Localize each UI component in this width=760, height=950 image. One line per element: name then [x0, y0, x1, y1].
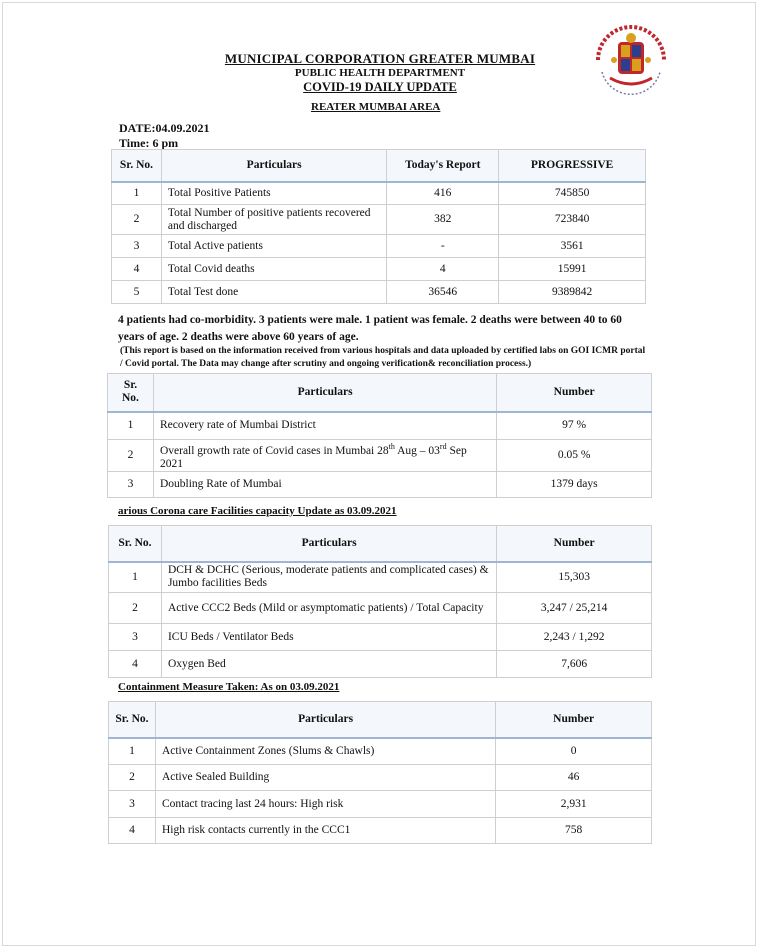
row-sr: 2: [109, 593, 162, 624]
col-header-sr: Sr. No.: [109, 526, 162, 562]
row-particular: Contact tracing last 24 hours: High risk: [155, 791, 495, 818]
col-header-sr: Sr. No.: [108, 374, 154, 412]
row-sr: 1: [109, 562, 162, 593]
row-particular: Oxygen Bed: [161, 651, 496, 678]
containment-table: [108, 701, 652, 844]
table-row: [112, 258, 646, 281]
table-row: [112, 205, 646, 235]
row-number: 7,606: [497, 651, 652, 678]
row-progressive: 15991: [499, 258, 646, 281]
row-progressive: 3561: [499, 235, 646, 258]
table-row: [112, 281, 646, 304]
row-particular: Recovery rate of Mumbai District: [153, 412, 496, 440]
row-particular: Total Covid deaths: [161, 258, 386, 281]
row-sr: 3: [112, 235, 162, 258]
table-row: [109, 624, 652, 651]
row-number: 1379 days: [497, 471, 652, 497]
row-number: 0.05 %: [497, 440, 652, 472]
data-disclaimer: (This report is based on the information received from various hospitals and data uploaded by certified labs on GOI ICMR portal / Covid portal. The Data may change after scrutiny and ongoing verification& reconciliation process.): [120, 346, 646, 369]
update-title: COVID-19 DAILY UPDATE: [303, 80, 457, 94]
dept-title: PUBLIC HEALTH DEPARTMENT: [294, 67, 466, 79]
report-time: Time: 6 pm: [119, 136, 179, 150]
col-header-sr: Sr. No.: [112, 150, 162, 182]
row-today: 4: [387, 258, 499, 281]
facilities-section-title: arious Corona care Facilities capacity Update as 03.09.2021: [118, 505, 397, 517]
row-sr: 1: [108, 412, 154, 440]
row-today: 382: [387, 205, 499, 235]
row-sr: 2: [109, 765, 156, 791]
rates-table: [107, 373, 652, 498]
growth-sup-th: th: [388, 442, 395, 451]
row-number: 758: [496, 818, 652, 844]
table-header-row: [109, 702, 652, 738]
table-row: [112, 235, 646, 258]
area-title: REATER MUMBAI AREA: [311, 101, 441, 113]
row-sr: 2: [112, 205, 162, 235]
col-header-particulars: Particulars: [153, 374, 496, 412]
row-sr: 3: [109, 624, 162, 651]
facilities-table: [108, 525, 652, 678]
row-sr: 5: [112, 281, 162, 304]
row-particular: [153, 440, 496, 472]
table-row: [109, 791, 652, 818]
row-today: -: [387, 235, 499, 258]
growth-text-c: Sep 2021: [159, 444, 467, 470]
col-header-number: Number: [497, 374, 652, 412]
row-sr: 2: [108, 440, 154, 472]
row-sr: 3: [109, 791, 156, 818]
row-particular: DCH & DCHC (Serious, moderate patients and complicated cases) & Jumbo facilities Beds: [161, 562, 496, 593]
row-particular: ICU Beds / Ventilator Beds: [161, 624, 496, 651]
row-sr: 4: [109, 818, 156, 844]
row-number: 46: [496, 765, 652, 791]
row-sr: 3: [108, 471, 154, 497]
row-number: 0: [496, 738, 652, 765]
table-row: [108, 412, 652, 440]
row-progressive: 9389842: [499, 281, 646, 304]
col-header-particulars: Particulars: [155, 702, 495, 738]
col-header-particulars: Particulars: [161, 150, 386, 182]
row-today: 36546: [387, 281, 499, 304]
row-particular: Total Positive Patients: [161, 182, 386, 205]
row-number: 15,303: [497, 562, 652, 593]
col-header-sr: Sr. No.: [109, 702, 156, 738]
col-header-today: Today's Report: [387, 150, 499, 182]
row-number: 3,247 / 25,214: [497, 593, 652, 624]
row-today: 416: [387, 182, 499, 205]
table-row: [108, 440, 652, 472]
table-header-row: [109, 526, 652, 562]
table-row: [109, 765, 652, 791]
row-particular: Doubling Rate of Mumbai: [153, 471, 496, 497]
containment-section-title: Containment Measure Taken: As on 03.09.2021: [118, 681, 340, 693]
row-number: 2,243 / 1,292: [497, 624, 652, 651]
row-number: 2,931: [496, 791, 652, 818]
comorbidity-note: 4 patients had co-morbidity. 3 patients were male. 1 patient was female. 2 deaths were between 40 to 60 years of age. 2 deaths were above 60 years of age.: [118, 314, 622, 343]
daily-summary-table: [111, 149, 646, 304]
growth-sup-rd: rd: [439, 442, 447, 451]
row-particular: Total Test done: [161, 281, 386, 304]
org-title: MUNICIPAL CORPORATION GREATER MUMBAI: [224, 51, 536, 66]
table-row: [108, 471, 652, 497]
col-header-number: Number: [497, 526, 652, 562]
table-row: [109, 818, 652, 844]
table-row: [109, 562, 652, 593]
growth-text-b: Aug – 03: [394, 444, 440, 457]
table-row: [109, 651, 652, 678]
row-sr: 4: [112, 258, 162, 281]
row-particular: Active Sealed Building: [155, 765, 495, 791]
row-number: 97 %: [497, 412, 652, 440]
table-header-row: [112, 150, 646, 182]
row-particular: Active Containment Zones (Slums & Chawls): [155, 738, 495, 765]
row-particular: Active CCC2 Beds (Mild or asymptomatic patients) / Total Capacity: [161, 593, 496, 624]
table-row: [112, 182, 646, 205]
row-sr: 4: [109, 651, 162, 678]
row-particular: Total Number of positive patients recovered and discharged: [161, 205, 386, 235]
col-header-particulars: Particulars: [161, 526, 496, 562]
row-sr: 1: [112, 182, 162, 205]
table-row: [109, 593, 652, 624]
col-header-progressive: PROGRESSIVE: [499, 150, 646, 182]
row-progressive: 723840: [499, 205, 646, 235]
table-row: [109, 738, 652, 765]
table-header-row: [108, 374, 652, 412]
row-particular: High risk contacts currently in the CCC1: [155, 818, 495, 844]
growth-text-a: Overall growth rate of Covid cases in Mumbai 28: [159, 444, 389, 457]
row-progressive: 745850: [499, 182, 646, 205]
row-sr: 1: [109, 738, 156, 765]
col-header-number: Number: [496, 702, 652, 738]
row-particular: Total Active patients: [161, 235, 386, 258]
report-date: DATE:04.09.2021: [119, 121, 210, 135]
